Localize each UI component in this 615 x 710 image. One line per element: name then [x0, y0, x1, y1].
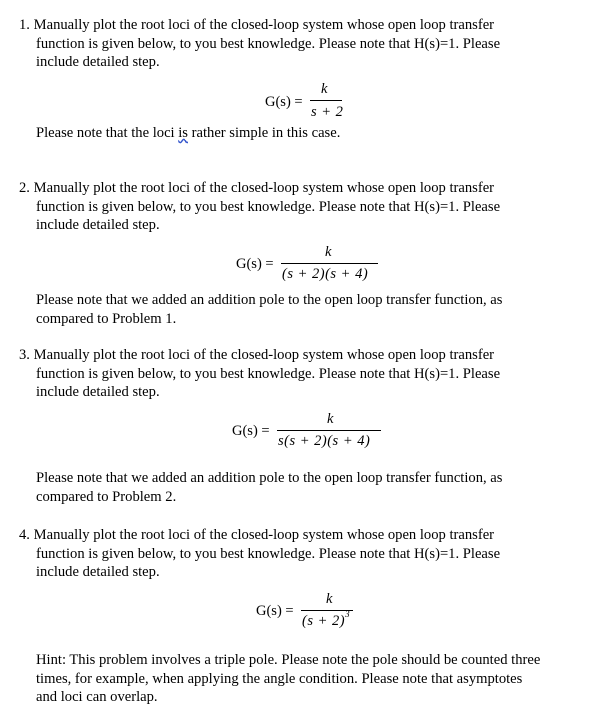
formula-lhs: G(s) = — [265, 94, 303, 110]
formula-denominator — [302, 609, 351, 632]
problem-text: Manually plot the root loci of the closed-loop system whose open loop transfer — [33, 17, 495, 33]
problem-3-note-1: Please note that we added an addition pole to the open loop transfer function, as — [36, 470, 503, 486]
problem-3-line-3: include detailed step. — [36, 384, 160, 400]
fraction-bar — [310, 100, 342, 101]
note-text-end: rather simple in this case. — [187, 125, 341, 141]
problem-number: 3. — [19, 347, 30, 363]
problem-1-note — [36, 124, 340, 143]
problem-2-note-2: compared to Problem 1. — [36, 311, 177, 327]
problem-text: Manually plot the root loci of the closed-loop system whose open loop transfer — [33, 347, 495, 363]
problem-1-line-2: function is given below, to you best knowledge. Please note that H(s)=1. Please — [36, 36, 501, 52]
problem-2-line-3: include detailed step. — [36, 217, 160, 233]
problem-3-note-2: compared to Problem 2. — [36, 489, 177, 505]
problem-2-line-2: function is given below, to you best knowledge. Please note that H(s)=1. Please — [36, 199, 501, 215]
problem-text: Manually plot the root loci of the closed-loop system whose open loop transfer — [33, 180, 495, 196]
formula-numerator: k — [326, 591, 333, 607]
denominator-exponent: 3 — [345, 609, 351, 619]
fraction-bar — [277, 430, 381, 431]
problem-number: 4. — [19, 527, 30, 543]
problem-4-line-1 — [19, 526, 494, 545]
formula-numerator: k — [321, 81, 328, 97]
problem-3-line-2: function is given below, to you best knowledge. Please note that H(s)=1. Please — [36, 366, 501, 382]
problem-4-line-3: include detailed step. — [36, 564, 160, 580]
formula-numerator: k — [327, 411, 334, 427]
formula-denominator: (s + 2)(s + 4) — [282, 266, 369, 282]
problem-4-hint-3: and loci can overlap. — [36, 689, 158, 705]
problem-3-line-1 — [19, 346, 494, 365]
problem-2-line-1 — [19, 179, 494, 198]
problem-number: 1. — [19, 17, 30, 33]
problem-4-line-2: function is given below, to you best knowledge. Please note that H(s)=1. Please — [36, 546, 501, 562]
problem-2-note-1: Please note that we added an addition pole to the open loop transfer function, as — [36, 292, 503, 308]
problem-number: 2. — [19, 180, 30, 196]
note-text: Please note that the loci — [36, 125, 179, 141]
problem-4-hint-2: times, for example, when applying the angle condition. Please note that asymptotes — [36, 671, 523, 687]
formula-lhs: G(s) = — [232, 423, 270, 439]
formula-denominator: s(s + 2)(s + 4) — [278, 433, 371, 449]
problem-text: Manually plot the root loci of the closed-loop system whose open loop transfer — [33, 527, 495, 543]
formula-lhs: G(s) = — [236, 256, 274, 272]
note-underlined-word: is — [178, 125, 188, 141]
formula-lhs: G(s) = — [256, 603, 294, 619]
problem-4-hint-1: Hint: This problem involves a triple pole. Please note the pole should be counted three — [36, 652, 541, 668]
problem-1-line-3: include detailed step. — [36, 54, 160, 70]
problem-1-line-1 — [19, 16, 494, 35]
formula-denominator: s + 2 — [311, 104, 344, 120]
denominator-base: (s + 2) — [302, 613, 346, 629]
fraction-bar — [281, 263, 378, 264]
formula-numerator: k — [325, 244, 332, 260]
